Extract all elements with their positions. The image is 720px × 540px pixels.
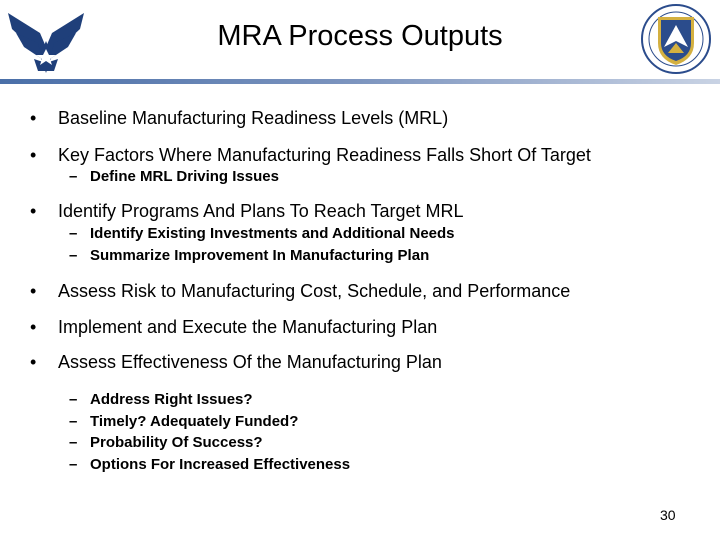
bullet-item	[30, 317, 437, 338]
sub-bullet-item	[69, 225, 455, 242]
afrl-shield-emblem	[640, 3, 712, 75]
bullet-item	[30, 145, 591, 166]
bullet-item	[30, 352, 442, 373]
sub-bullet-item	[69, 434, 263, 451]
sub-bullet-symbol: –	[69, 225, 78, 242]
sub-bullet-symbol: –	[69, 168, 78, 185]
bullet-item	[30, 108, 448, 129]
header-divider	[0, 79, 720, 84]
bullet-text: Assess Effectiveness Of the Manufacturing Plan	[58, 352, 442, 372]
sub-bullet-symbol: –	[69, 413, 78, 430]
bullet-text: Implement and Execute the Manufacturing Plan	[58, 317, 438, 337]
page-number: 30	[660, 507, 676, 523]
sub-bullet-text: Define MRL Driving Issues	[90, 168, 279, 185]
sub-bullet-symbol: –	[69, 391, 78, 408]
sub-bullet-item	[69, 247, 429, 264]
sub-bullet-item	[69, 413, 298, 430]
page-title: MRA Process Outputs	[217, 20, 503, 52]
sub-bullet-symbol: –	[69, 434, 78, 451]
sub-bullet-symbol: –	[69, 247, 78, 264]
sub-bullet-text: Identify Existing Investments and Additional Needs	[90, 225, 455, 242]
sub-bullet-text: Address Right Issues?	[90, 391, 253, 408]
bullet-item	[30, 201, 464, 222]
sub-bullet-text: Options For Increased Effectiveness	[90, 456, 351, 473]
slide-header	[0, 0, 720, 88]
sub-bullet-text: Probability Of Success?	[90, 434, 263, 451]
bullet-text: Baseline Manufacturing Readiness Levels (MRL)	[58, 108, 449, 128]
bullet-symbol: •	[30, 201, 37, 221]
sub-bullet-item	[69, 168, 279, 185]
bullet-text: Key Factors Where Manufacturing Readiness Falls Short Of Target	[58, 145, 591, 165]
bullet-item	[30, 281, 570, 302]
bullet-text: Assess Risk to Manufacturing Cost, Schedule, and Performance	[58, 281, 571, 301]
bullet-symbol: •	[30, 108, 37, 128]
bullet-symbol: •	[30, 281, 37, 301]
bullet-symbol: •	[30, 145, 37, 165]
bullet-symbol: •	[30, 352, 37, 372]
bullet-text: Identify Programs And Plans To Reach Target MRL	[58, 201, 464, 221]
bullet-symbol: •	[30, 317, 37, 337]
sub-bullet-symbol: –	[69, 456, 78, 473]
sub-bullet-item	[69, 391, 253, 408]
sub-bullet-item	[69, 456, 350, 473]
sub-bullet-text: Timely? Adequately Funded?	[90, 413, 299, 430]
sub-bullet-text: Summarize Improvement In Manufacturing Plan	[90, 247, 430, 264]
